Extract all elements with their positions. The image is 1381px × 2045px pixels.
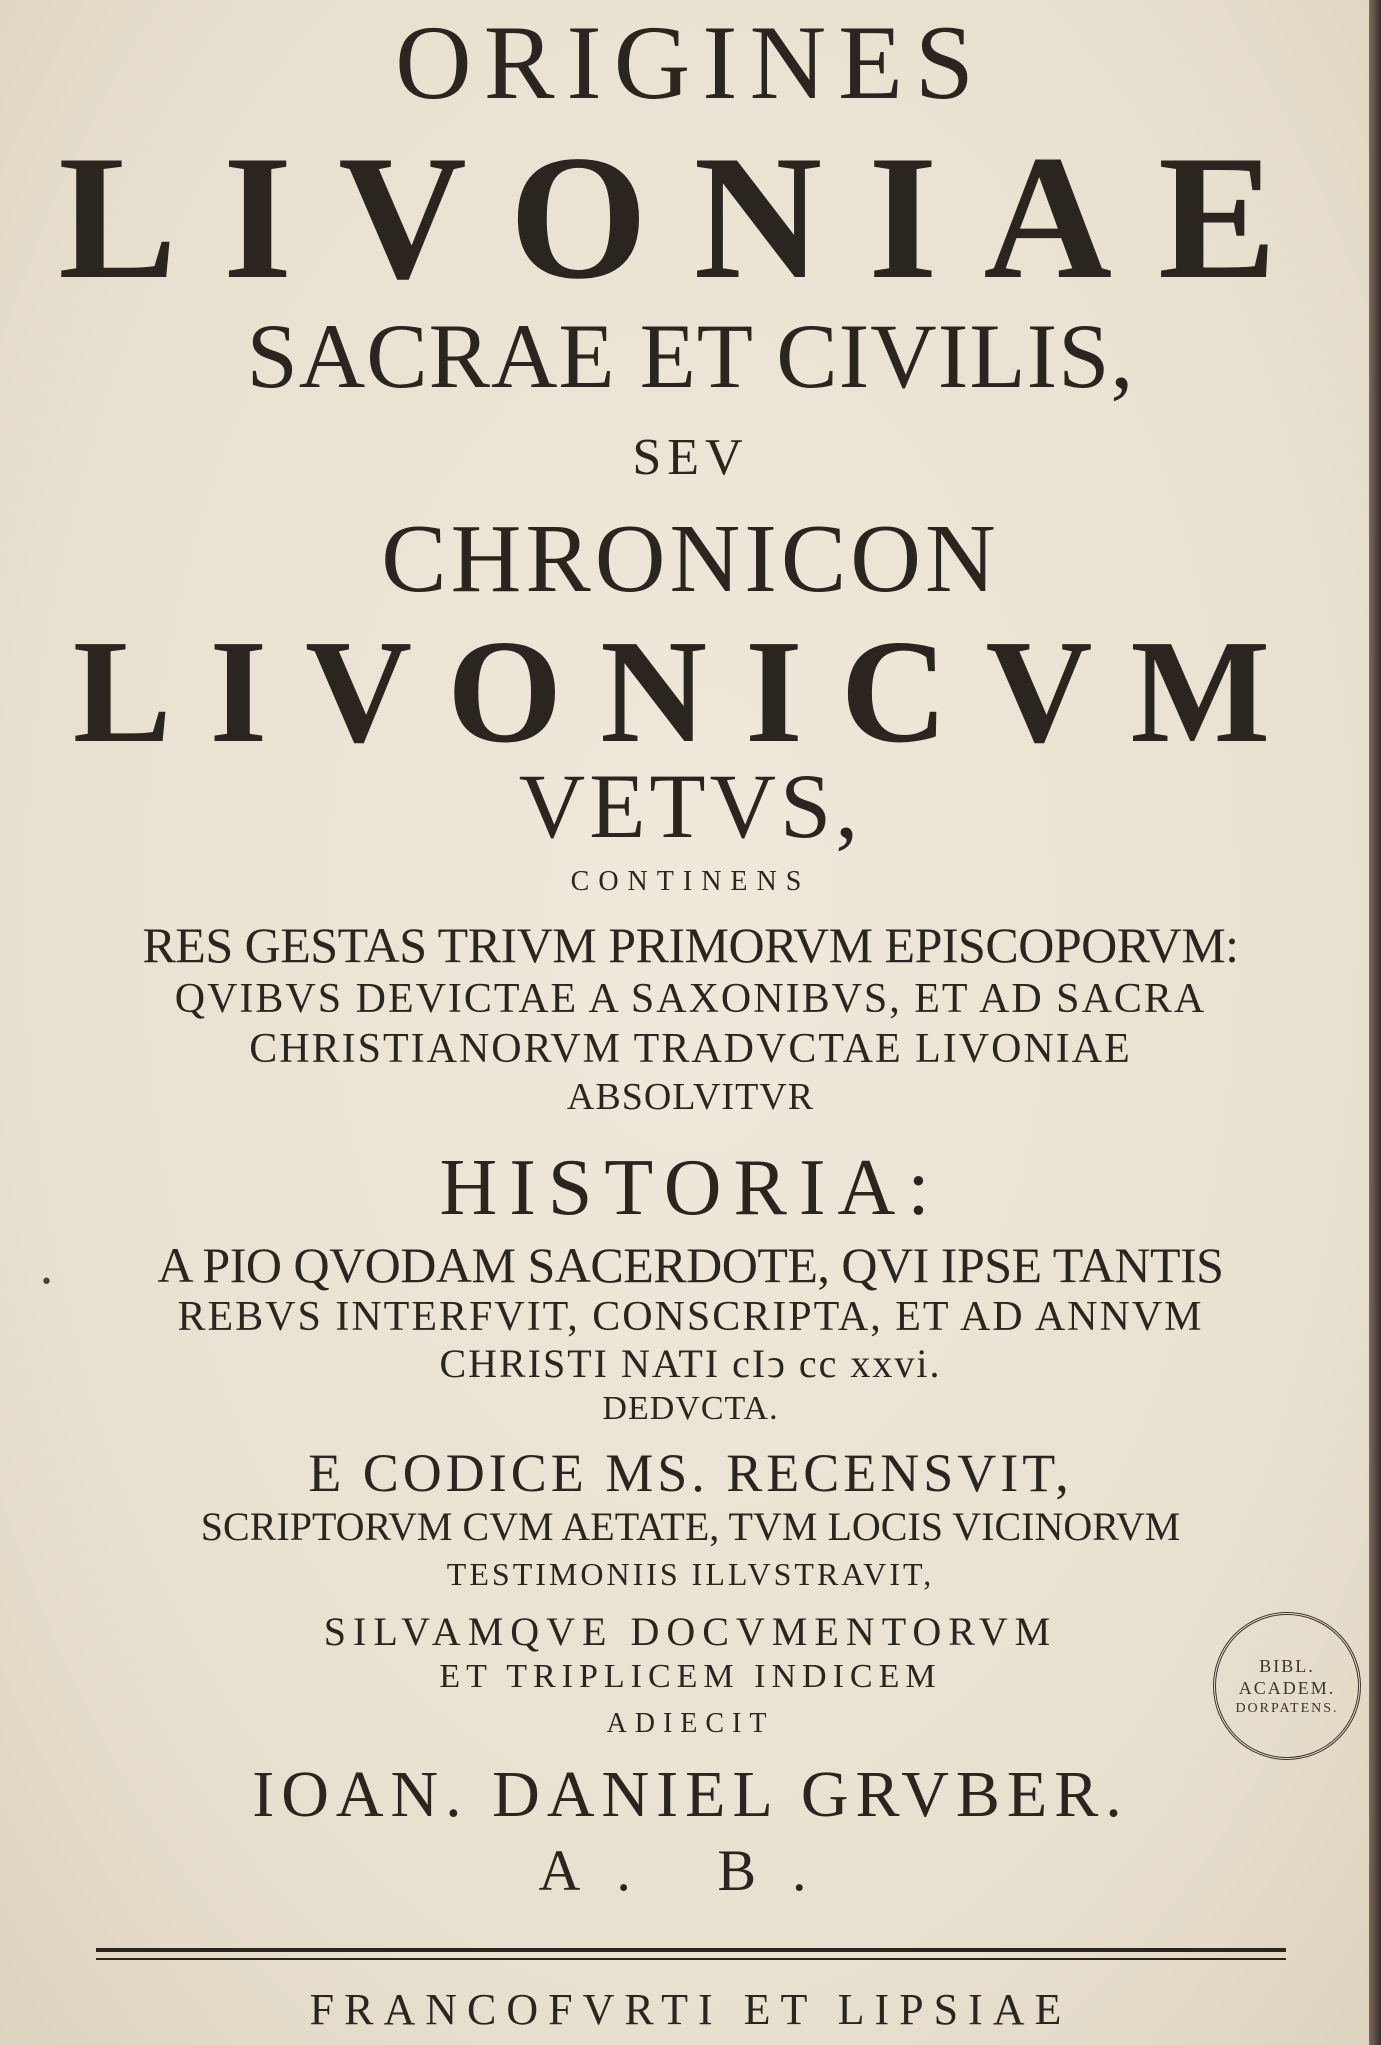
- text-dedvcta: DEDVCTA.: [602, 1390, 779, 1427]
- text-rebvs-interfvit: REBVS INTERFVIT, CONSCRIPTA, ET AD ANNVM: [177, 1294, 1204, 1340]
- text-absolvitvr: ABSOLVITVR: [566, 1076, 815, 1118]
- text-sev: SEV: [632, 429, 749, 486]
- book-edge: [1369, 0, 1381, 2045]
- text-scriptorvm: SCRIPTORVM CVM AETATE, TVM LOCIS VICINORVM: [200, 1504, 1181, 1549]
- text-a-pio-qvodam: A PIO QVODAM SACERDOTE, QVI IPSE TANTIS: [157, 1237, 1224, 1293]
- text-et-triplicem: ET TRIPLICEM INDICEM: [439, 1658, 942, 1695]
- text-testimoniis: TESTIMONIIS ILLVSTRAVIT,: [446, 1556, 935, 1592]
- title-sacrae-et-civilis: SACRAE ET CIVILIS,: [246, 305, 1135, 407]
- title-livonicvm: LIVONICVM: [72, 610, 1309, 774]
- author-name: IOAN. DANIEL GRVBER.: [252, 1758, 1129, 1831]
- title-chronicon: CHRONICON: [381, 505, 1000, 613]
- text-qvibvs: QVIBVS DEVICTAE A SAXONIBVS, ET AD SACRA: [174, 976, 1207, 1022]
- title-livoniae: LIVONIAE: [58, 118, 1323, 316]
- text-silvamqve: SILVAMQVE DOCVMENTORVM: [323, 1609, 1058, 1654]
- text-adiecit: ADIECIT: [606, 1708, 775, 1739]
- author-initials: A. B.: [538, 1838, 843, 1903]
- library-stamp: [1213, 1612, 1361, 1760]
- title-historia: HISTORIA:: [439, 1144, 942, 1232]
- stamp-line-1: BIBL.: [1259, 1655, 1315, 1676]
- rule-thick: [96, 1948, 1286, 1952]
- text-christi-nati: CHRISTI NATI cIↄ cc xxvi.: [439, 1341, 942, 1386]
- stamp-line-2: ACADEM.: [1238, 1678, 1336, 1699]
- text-continens: CONTINENS: [570, 866, 811, 897]
- imprint-place: FRANCOFVRTI ET LIPSIAE: [309, 1985, 1072, 2034]
- title-origines: ORIGINES: [395, 4, 986, 121]
- text-christianorvm: CHRISTIANORVM TRADVCTAE LIVONIAE: [249, 1026, 1132, 1072]
- margin-dot: •: [40, 1270, 53, 1295]
- rule-thin: [96, 1958, 1286, 1960]
- stamp-line-3: DORPATENS.: [1235, 1700, 1339, 1716]
- text-e-codice: E CODICE MS. RECENSVIT,: [308, 1443, 1073, 1503]
- title-vetvs: VETVS,: [518, 755, 863, 857]
- text-res-gestas: RES GESTAS TRIVM PRIMORVM EPISCOPORVM:: [142, 917, 1239, 973]
